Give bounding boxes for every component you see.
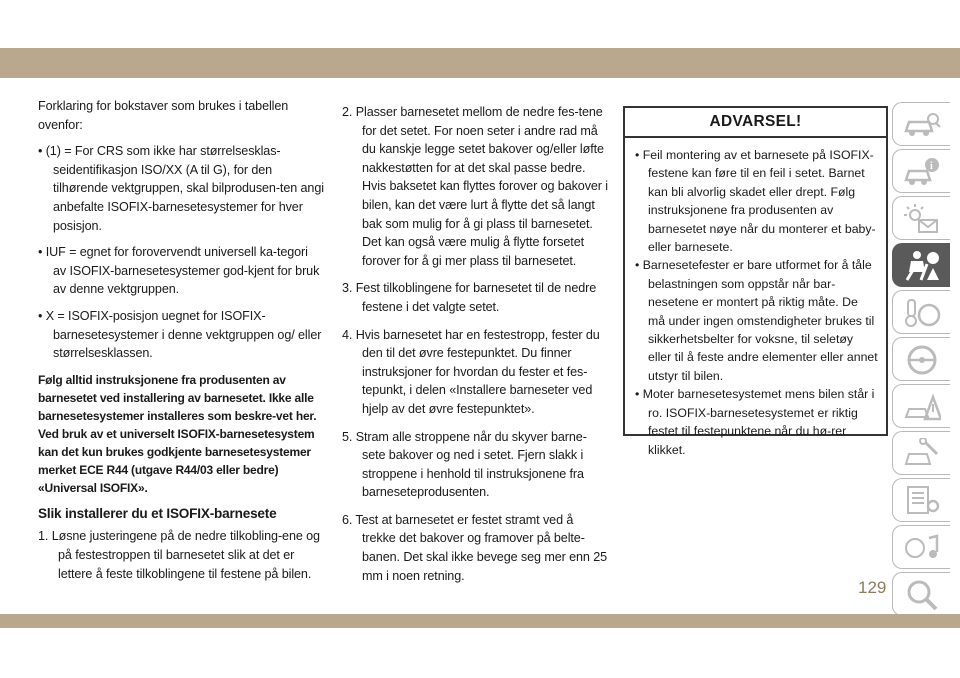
step-item: 2. Plasser barnesetet mellom de nedre fes-tene for det setet. For noen seter i andre rad må du kanskje legge setet bakover og/eller løfte nakkestøtten for at det skal passe bedre. Hvis baksetet kan flyttes forover og bakover i bilen, kan det være lurt å flytte det så langt bak som mulig for å gi plass til barnesetet. Det kan også være mulig å flytte forsetet forover for å gi mer plass til barnesetet. [342, 105, 608, 268]
maintenance-icon [903, 438, 941, 470]
step-item: 3. Fest tilkoblingene for barnesetet til de nedre festene i det valgte setet. [342, 281, 597, 314]
bold-note: Følg alltid instruksjonene fra produsenten av barnesetet ved installering av barnesetet. Ikke alle barnesetesystemer installeres som beskre-vet her. Ved bruk av et universelt ISOFIX-barnesetesystem kan det kun brukes godkjente barnesetesystemer merket ECE R44 (utgave R44/03 eller bedre) «Universal ISOFIX». [38, 372, 317, 495]
warning-item: • Feil montering av et barnesete på ISOFIX-festene kan føre til en feil i setet. Barnet kan bli alvorlig skadet eller drept. Følg instruksjonene fra produsenten av barnesetet nøye når du monterer et baby- eller barnesete. [635, 148, 876, 255]
roadside-warning-icon [903, 391, 941, 423]
tab-multimedia[interactable] [892, 525, 950, 569]
tab-car-start[interactable] [892, 290, 950, 334]
svg-text:i: i [930, 161, 933, 172]
warning-box [623, 106, 888, 457]
car-search-icon [903, 109, 941, 141]
steering-wheel-icon [903, 344, 941, 376]
legend-item: • X = ISOFIX-posisjon uegnet for ISOFIX-barnesetesystemer i denne vektgruppen og/ eller størrelsesklassen. [38, 308, 322, 361]
legend-item: • IUF = egnet for forovervendt universell ka-tegori av ISOFIX-barnesetesystemer god-kjent for bruk av denne vektgruppen. [38, 245, 320, 297]
step-item: 6. Test at barnesetet er festet stramt ved å trekke det bakover og framover på belte-banen. Det skal ikke bevege seg mer enn 25 mm i noen retning. [342, 512, 608, 583]
search-icon [903, 579, 941, 611]
legend-item: • (1) = For CRS som ikke har størrelsesklas-seidentifikasjon ISO/XX (A til G), for den tilhørende vektgruppen, skal bilprodusen-ten angi anbefalte ISOFIX-barnesetesystemer for hver posisjon. [38, 144, 324, 233]
car-start-icon [903, 297, 941, 329]
tab-maintenance[interactable] [892, 431, 950, 475]
warning-item: • Moter barnesetesystemet mens bilen står i ro. ISOFIX-barnesetesystemet er riktig festet til festepunktene når du hø-rer klikket. [635, 387, 875, 457]
header-band [0, 48, 960, 78]
header-area [0, 0, 960, 80]
specs-list-icon [903, 485, 941, 517]
step-item: 1. Løsne justeringene på de nedre tilkobling-ene og på festestroppen til barnesetet slik at det er lettere å feste tilkoblingene til festene på bilen. [38, 529, 320, 581]
tab-airbag-safety[interactable] [892, 243, 950, 287]
tab-steering-wheel[interactable] [892, 337, 950, 381]
multimedia-icon [903, 532, 941, 564]
section-heading: Slik installerer du et ISOFIX-barnesete [38, 505, 277, 521]
page-number: 129 [858, 578, 887, 597]
tab-search[interactable] [892, 572, 950, 616]
tab-car-search[interactable] [892, 102, 950, 146]
left-column [38, 97, 324, 592]
intro-text: Forklaring for bokstaver som brukes i tabellen ovenfor: [38, 99, 289, 132]
tab-roadside-warning[interactable] [892, 384, 950, 428]
warning-title: ADVARSEL! [625, 108, 886, 138]
airbag-safety-icon [903, 250, 941, 282]
car-info-icon [903, 156, 941, 188]
warning-lights-icon [903, 203, 941, 235]
tab-specs-list[interactable] [892, 478, 950, 522]
warning-item: • Barnesetefester er bare utformet for å tåle belastningen som oppstår når bar-nesetene er montert på riktig måte. De må under ingen omstendigheter brukes til sikkerhetsbelter for voksne, til seletøy eller til å feste andre elementer eller annet utstyr til bilen. [635, 258, 878, 383]
tab-car-info[interactable] [892, 149, 950, 193]
step-item: 5. Stram alle stroppene når du skyver barne-sete bakover og ned i setet. Fjern slakk i stroppene i henhold til instruksjonene fra barneseteprodusenten. [342, 429, 587, 500]
step-item: 4. Hvis barnesetet har en festestropp, fester du den til det øvre festepunktet. Du finner instruksjoner for hvordan du fester et fes-tepunkt, i delen «Installere barneseter ved hjelp av det øvre festepunktet». [342, 327, 600, 416]
middle-column [342, 103, 608, 594]
tab-warning-lights[interactable] [892, 196, 950, 240]
footer-band [0, 614, 960, 628]
warning-list [625, 138, 886, 459]
chapter-tabs [892, 102, 950, 666]
footer-area [0, 628, 960, 678]
